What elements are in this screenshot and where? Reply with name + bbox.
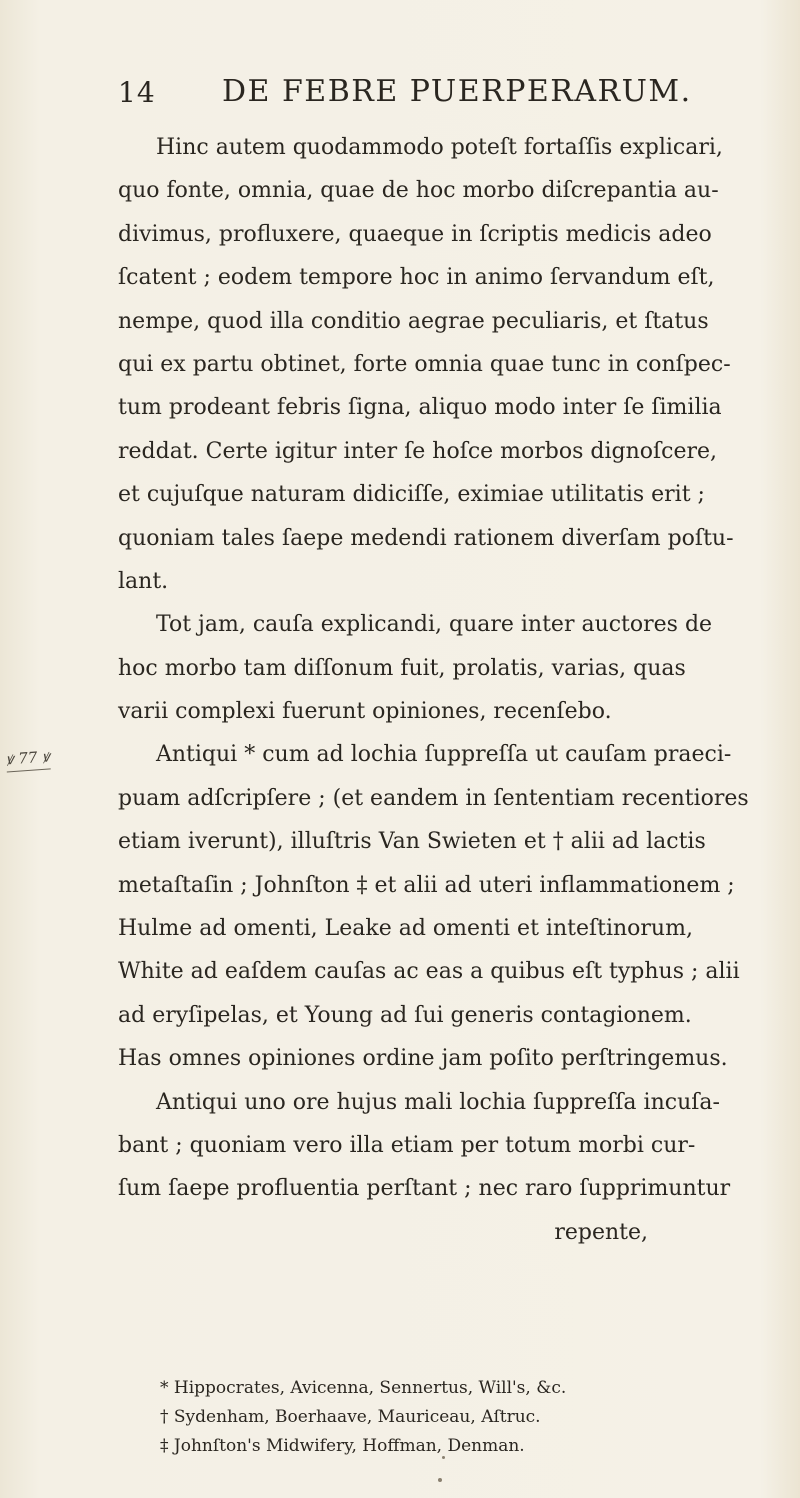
text-line: Tot jam, cauſa explicandi, quare inter auctores de bbox=[156, 612, 713, 638]
text-line: quoniam tales ſaepe medendi rationem diverſam poſtu- bbox=[118, 525, 734, 551]
text-line: tum prodeant febris ſigna, aliquo modo inter ſe ſimilia bbox=[118, 395, 722, 421]
footnote: † Sydenham, Boerhaave, Mauriceau, Aſtruc. bbox=[160, 1407, 541, 1427]
text-line: Antiqui * cum ad lochia ſuppreſſa ut cauſam praeci- bbox=[156, 742, 732, 768]
body-text bbox=[118, 126, 749, 1254]
footnote: ‡ Johnſton's Midwifery, Hoffman, Denman. bbox=[160, 1436, 525, 1456]
paper-speck bbox=[442, 1456, 445, 1459]
text-line: hoc morbo tam diſſonum fuit, prolatis, varias, quas bbox=[118, 655, 686, 681]
text-line: ſum ſaepe profluentia perſtant ; nec raro ſupprimuntur bbox=[118, 1176, 731, 1202]
text-line: Hulme ad omenti, Leake ad omenti et inteſtinorum, bbox=[118, 916, 693, 942]
text-line: lant. bbox=[118, 568, 169, 594]
text-line: divimus, profluxere, quaeque in ſcriptis medicis adeo bbox=[118, 221, 712, 247]
footnote: * Hippocrates, Avicenna, Sennertus, Will's, &c. bbox=[160, 1378, 567, 1398]
running-title: DE FEBRE PUERPERARUM. bbox=[222, 74, 692, 109]
margin-annotation: ꝟ 77 ꝟ bbox=[5, 747, 50, 773]
text-line: et cujuſque naturam didiciſſe, eximiae utilitatis erit ; bbox=[118, 482, 705, 508]
footnotes bbox=[160, 1374, 680, 1461]
page-number: 14 bbox=[118, 76, 156, 109]
text-line: nempe, quod illa conditio aegrae peculiaris, et ſtatus bbox=[118, 308, 709, 334]
text-line: White ad eaſdem cauſas ac eas a quibus eſt typhus ; alii bbox=[118, 959, 740, 985]
text-line: Hinc autem quodammodo poteſt fortaſſis explicari, bbox=[156, 135, 723, 160]
text-line: quo fonte, omnia, quae de hoc morbo diſcrepantia au- bbox=[118, 178, 719, 204]
text-line: bant ; quoniam vero illa etiam per totum morbi cur- bbox=[118, 1132, 696, 1158]
text-line: metaſtaſin ; Johnſton ‡ et alii ad uteri inflammationem ; bbox=[118, 872, 735, 898]
text-line: varii complexi fuerunt opiniones, recenſebo. bbox=[118, 699, 612, 725]
text-line: ad eryſipelas, et Young ad ſui generis contagionem. bbox=[118, 1002, 692, 1028]
text-line: etiam iverunt), illuſtris Van Swieten et † alii ad lactis bbox=[118, 829, 706, 855]
catchword: repente, bbox=[554, 1219, 648, 1245]
text-line: Has omnes opiniones ordine jam poſito perſtringemus. bbox=[118, 1046, 728, 1072]
text-line: reddat. Certe igitur inter ſe hoſce morbos dignoſcere, bbox=[118, 438, 718, 464]
text-line: Antiqui uno ore hujus mali lochia ſuppreſſa incuſa- bbox=[156, 1089, 720, 1115]
text-line: qui ex partu obtinet, forte omnia quae tunc in conſpec- bbox=[118, 351, 731, 377]
paper-speck bbox=[438, 1478, 442, 1482]
page-header bbox=[118, 72, 692, 112]
text-line: puam adſcripſere ; (et eandem in ſententiam recentiores bbox=[118, 785, 749, 811]
text-line: ſcatent ; eodem tempore hoc in animo ſervandum eſt, bbox=[118, 265, 715, 291]
